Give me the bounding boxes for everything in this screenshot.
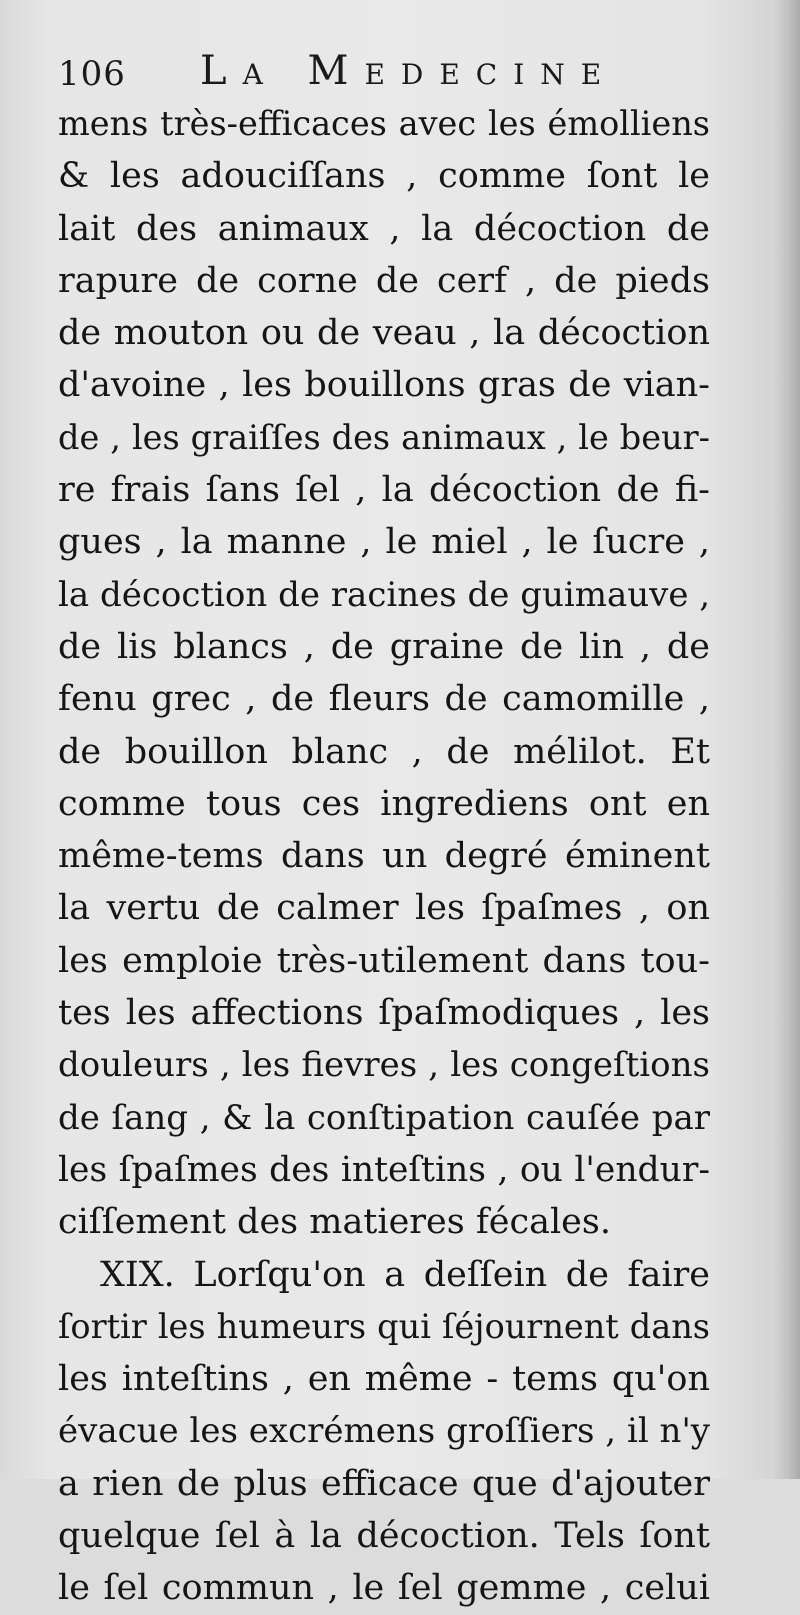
text-line: les emploie très-utilement dans tou- [58, 940, 710, 981]
text-line: a rien de plus efficace que d'ajouter [58, 1463, 710, 1504]
text-line: gues , la manne , le miel , le ſucre , [58, 522, 710, 563]
text-line: les ſpaſmes des inteſtins , ou l'endur- [58, 1149, 710, 1190]
text-line: évacue les excrémens groſſiers , il n'y [58, 1411, 710, 1452]
text-line: fenu grec , de fleurs de camomille , [58, 679, 710, 720]
text-line: de lis blancs , de graine de lin , de [58, 626, 710, 667]
page-header [58, 48, 718, 104]
text-line: comme tous ces ingrediens ont en [58, 783, 710, 824]
text-line: d'avoine , les bouillons gras de vian- [58, 365, 710, 406]
text-line: ciſſement des matieres fécales. [58, 1202, 611, 1243]
text-line: lait des animaux , la décoction de [58, 208, 710, 249]
text-line: le ſel commun , le ſel gemme , celui [58, 1568, 710, 1609]
text-line: de mouton ou de veau , la décoction [58, 313, 710, 354]
text-line: douleurs , les fievres , les congeſtions [58, 1045, 710, 1086]
running-title: La Medecine [200, 48, 618, 94]
page-edge-shadow [772, 0, 800, 1479]
text-line: rapure de corne de cerf , de pieds [58, 260, 710, 301]
text-line: la décoction de racines de guimauve , [58, 574, 711, 615]
text-line: la vertu de calmer les ſpaſmes , on [58, 888, 710, 929]
text-line: de bouillon blanc , de mélilot. Et [58, 731, 710, 772]
text-line: tes les affections ſpaſmodiques , les [58, 993, 710, 1034]
text-line: re frais ſans ſel , la décoction de fi- [58, 470, 710, 511]
text-line: de , les graiſſes des animaux , le beur- [58, 417, 710, 457]
page-number: 106 [58, 54, 126, 94]
body-text [58, 98, 710, 1615]
text-line: même-tems dans un degré éminent [58, 836, 710, 877]
text-line: XIX. Lorſqu'on a deſſein de faire [100, 1254, 710, 1295]
text-line: mens très-efficaces avec les émolliens [58, 104, 710, 143]
text-line: ſortir les humeurs qui ſéjournent dans [58, 1306, 710, 1346]
text-line: & les adouciſſans , comme ſont le [58, 156, 710, 197]
text-line: de ſang , & la conſtipation cauſée par [58, 1097, 710, 1138]
text-line: quelque ſel à la décoction. Tels ſont [58, 1516, 710, 1557]
text-line: les inteſtins , en même - tems qu'on [58, 1359, 710, 1400]
